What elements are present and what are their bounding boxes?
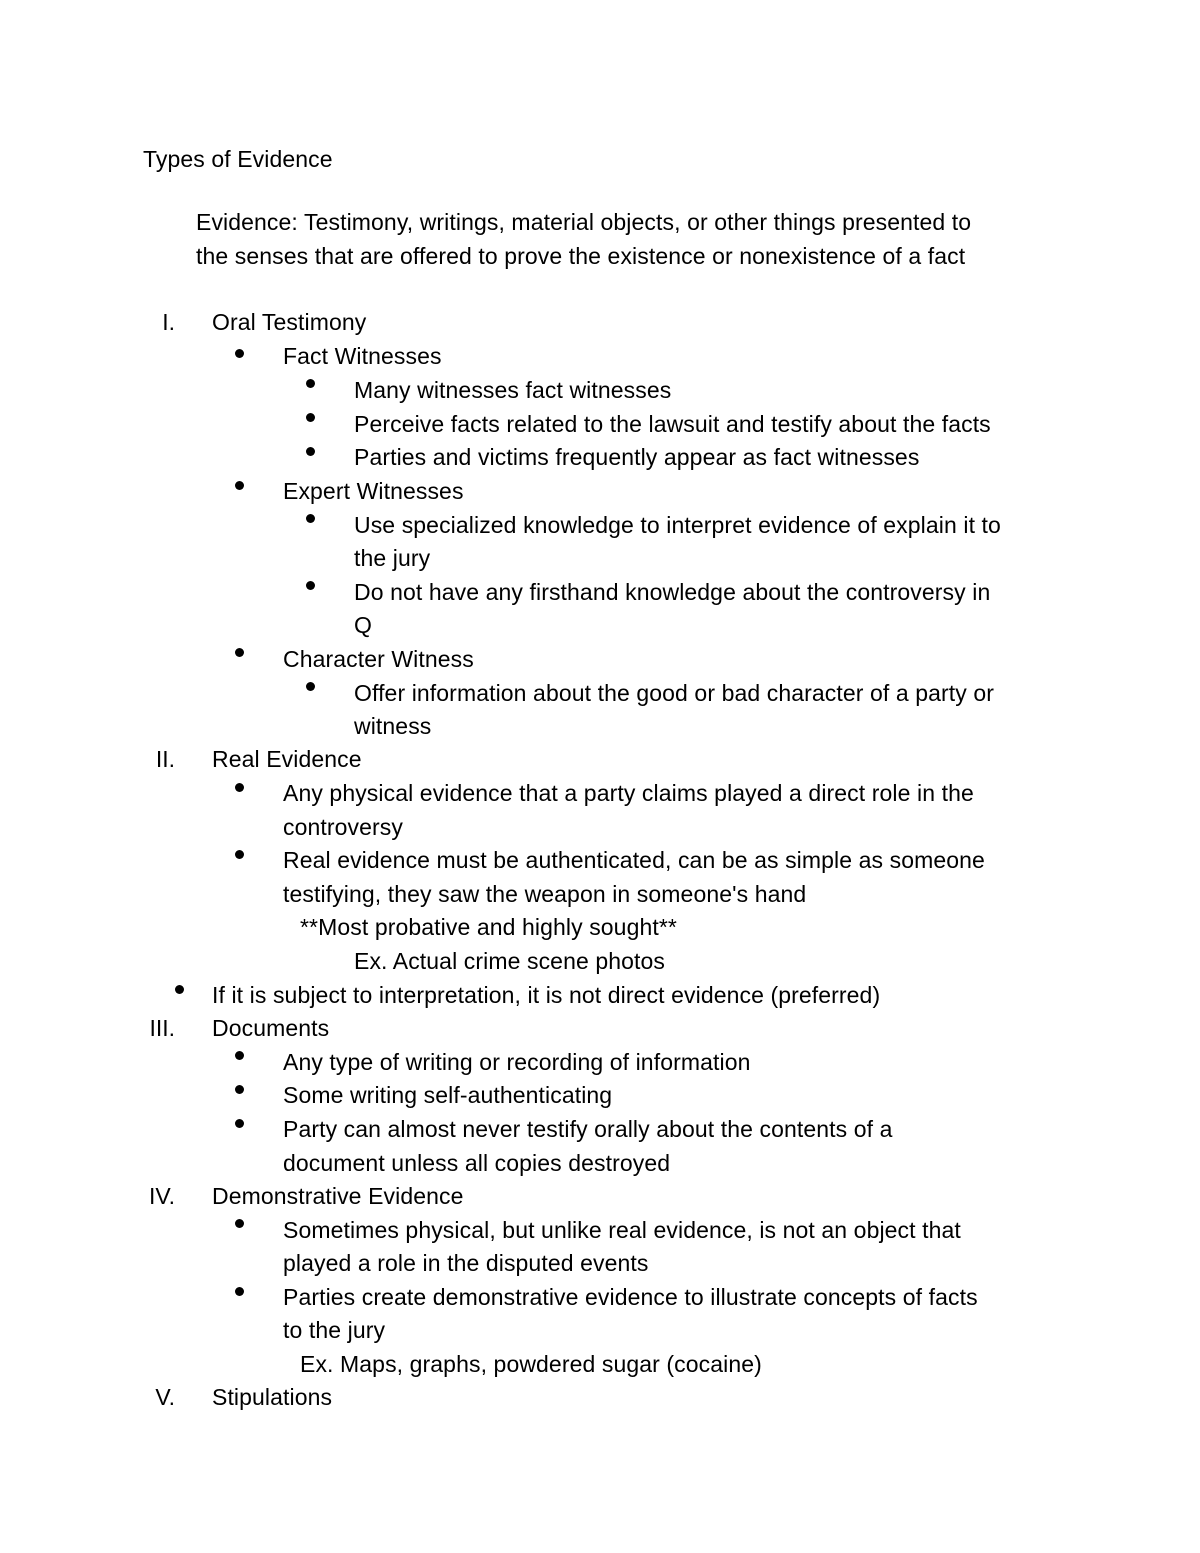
- section-heading-real-evidence: Real Evidence: [212, 746, 362, 772]
- bullet-icon: [235, 1085, 244, 1094]
- bullet-icon: [235, 783, 244, 792]
- list-item: Offer information about the good or bad character of a party or: [354, 680, 995, 706]
- section-numeral-1: I.: [162, 309, 175, 335]
- list-item-continuation: the jury: [354, 545, 431, 571]
- section-heading-demonstrative-evidence: Demonstrative Evidence: [212, 1183, 464, 1209]
- list-item: Do not have any firsthand knowledge about the controversy in: [354, 579, 991, 605]
- bullet-icon: [235, 1287, 244, 1296]
- list-item: Use specialized knowledge to interpret evidence of explain it to: [354, 512, 1001, 538]
- list-item-continuation: testifying, they saw the weapon in someone's hand: [283, 881, 807, 907]
- bullet-icon: [175, 985, 184, 994]
- list-item-continuation: witness: [354, 713, 432, 739]
- list-item: Real evidence must be authenticated, can be as simple as someone: [283, 847, 985, 873]
- bullet-icon: [235, 481, 244, 490]
- expert-witnesses-label: Expert Witnesses: [283, 478, 464, 504]
- bullet-icon: [235, 1119, 244, 1128]
- bullet-icon: [306, 413, 315, 422]
- section-heading-stipulations: Stipulations: [212, 1384, 333, 1410]
- section-numeral-3: III.: [149, 1015, 175, 1041]
- list-item-continuation: Q: [354, 612, 372, 638]
- example-text: Ex. Actual crime scene photos: [354, 948, 665, 974]
- list-item: Party can almost never testify orally about the contents of a: [283, 1116, 893, 1142]
- definition-line-1: Evidence: Testimony, writings, material objects, or other things presented to: [196, 209, 972, 235]
- section-heading-documents: Documents: [212, 1015, 330, 1041]
- section-numeral-4: IV.: [148, 1183, 175, 1209]
- section-numeral-5: V.: [155, 1384, 175, 1410]
- bullet-icon: [235, 1219, 244, 1228]
- section-numeral-2: II.: [155, 746, 175, 772]
- list-item: Parties and victims frequently appear as fact witnesses: [354, 444, 920, 470]
- bullet-icon: [235, 1051, 244, 1060]
- definition-line-2: the senses that are offered to prove the existence or nonexistence of a fact: [196, 243, 966, 269]
- example-text: Ex. Maps, graphs, powdered sugar (cocaine): [300, 1351, 762, 1377]
- list-item: Many witnesses fact witnesses: [354, 377, 672, 403]
- bullet-icon: [235, 648, 244, 657]
- character-witness-label: Character Witness: [283, 646, 474, 672]
- document-title: Types of Evidence: [143, 146, 333, 172]
- note-text: **Most probative and highly sought**: [300, 914, 677, 940]
- bullet-icon: [235, 349, 244, 358]
- list-item: If it is subject to interpretation, it is not direct evidence (preferred): [212, 982, 881, 1008]
- list-item-continuation: to the jury: [283, 1317, 386, 1343]
- list-item-continuation: controversy: [283, 814, 403, 840]
- list-item-continuation: played a role in the disputed events: [283, 1250, 649, 1276]
- bullet-icon: [306, 379, 315, 388]
- bullet-icon: [306, 682, 315, 691]
- fact-witnesses-label: Fact Witnesses: [283, 343, 442, 369]
- list-item: Parties create demonstrative evidence to illustrate concepts of facts: [283, 1284, 978, 1310]
- list-item: Any type of writing or recording of information: [283, 1049, 751, 1075]
- section-heading-oral-testimony: Oral Testimony: [212, 309, 367, 335]
- bullet-icon: [306, 447, 315, 456]
- list-item: Sometimes physical, but unlike real evidence, is not an object that: [283, 1217, 961, 1243]
- list-item: Some writing self-authenticating: [283, 1082, 613, 1108]
- list-item: Any physical evidence that a party claims played a direct role in the: [283, 780, 974, 806]
- list-item-continuation: document unless all copies destroyed: [283, 1150, 671, 1176]
- bullet-icon: [306, 581, 315, 590]
- list-item: Perceive facts related to the lawsuit and testify about the facts: [354, 411, 991, 437]
- bullet-icon: [306, 514, 315, 523]
- bullet-icon: [235, 850, 244, 859]
